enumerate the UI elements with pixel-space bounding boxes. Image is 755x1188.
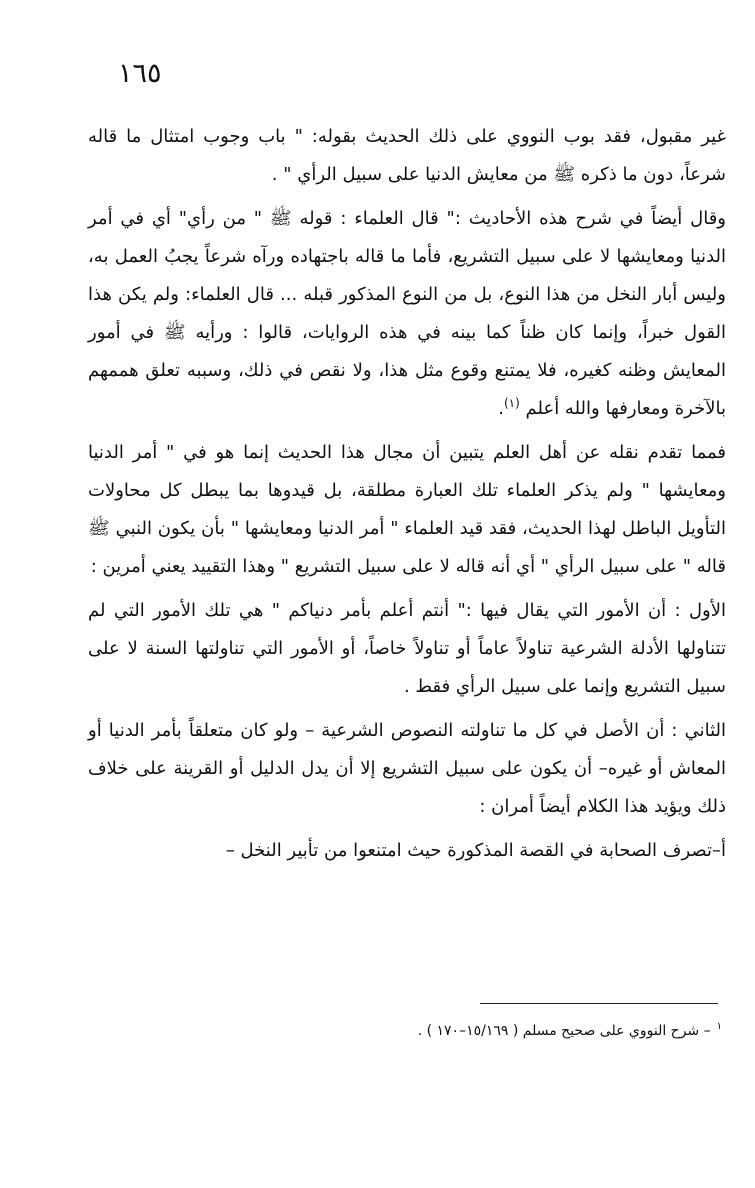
- main-text: [88, 118, 726, 870]
- paragraph-5: الثاني : أن الأصل في كل ما تناولته النصوص الشرعية – ولو كان متعلقاً بأمر الدنيا أو المعاش أو غيره– أن يكون على سبيل التشريع إلا أن يدل الدليل أو القرينة على خلاف ذلك ويؤيد هذا الكلام أيضاً أمران :: [88, 720, 726, 817]
- paragraph-4: الأول : أن الأمور التي يقال فيها :" أنتم أعلم بأمر دنياكم " هي تلك الأمور التي لم تتناولها الأدلة الشرعية تناولاً عاماً أو تناولاً خاصاً، أو الأمور التي تناولتها السنة لا على سبيل التشريع وإنما على سبيل الرأي فقط .: [88, 600, 726, 697]
- footnote-mark: ١: [716, 1021, 722, 1033]
- page-number: ١٦٥: [118, 58, 162, 89]
- paragraph-1: غير مقبول، فقد بوب النووي على ذلك الحديث بقوله: " باب وجوب امتثال ما قاله شرعاً، دون ما ذكره ﷺ من معايش الدنيا على سبيل الرأي " .: [88, 126, 726, 185]
- footnote: [290, 1020, 722, 1042]
- paragraph-2: وقال أيضاً في شرح هذه الأحاديث :" قال العلماء : قوله ﷺ " من رأي" أي في أمر الدنيا ومعايشها لا على سبيل التشريع، فأما ما قاله باجتهاده ورآه شرعاً يجبُ العمل به، وليس أبار النخل من هذا النوع، بل من النوع المذكور قبله ... قال العلماء: ولم يكن هذا القول خبراً، وإنما كان ظناً كما بينه في هذه الروايات، قالوا : ورأيه ﷺ في أمور المعايش وظنه كغيره، فلا يمتنع وقوع مثل هذا، ولا نقص في ذلك، وسببه تعلق هممهم بالآخرة ومعارفها والله أعلم $^{(١)}$.: [88, 208, 726, 419]
- footnote-reference: (١): [503, 396, 520, 410]
- footnote-text: – شرح النووي على صحيح مسلم ( ١٥/١٦٩–١٧٠ ) .: [417, 1023, 711, 1039]
- paragraph-3: فمما تقدم نقله عن أهل العلم يتبين أن مجال هذا الحديث إنما هو في " أمر الدنيا ومعايشها " ولم يذكر العلماء تلك العبارة مطلقة، بل قيدوها بما يبطل كل محاولات التأويل الباطل لهذا الحديث، فقد قيد العلماء " أمر الدنيا ومعايشها " بأن يكون النبي ﷺ قاله " على سبيل الرأي " أي أنه قاله لا على سبيل التشريع " وهذا التقييد يعني أمرين :: [88, 442, 726, 577]
- paragraph-2-text: وقال أيضاً في شرح هذه الأحاديث :" قال العلماء : قوله ﷺ " من رأي" أي في أمر الدنيا ومعايشها لا على سبيل التشريع، فأما ما قاله باجتهاده ورآه شرعاً يجبُ العمل به، وليس أبار النخل من هذا النوع، بل من النوع المذكور قبله ... قال العلماء: ولم يكن هذا القول خبراً، وإنما كان ظناً كما بينه في هذه الروايات، قالوا : ورأيه ﷺ في أمور المعايش وظنه كغيره، فلا يمتنع وقوع مثل هذا، ولا نقص في ذلك، وسببه تعلق هممهم بالآخرة ومعارفها والله أعلم: [88, 208, 726, 419]
- paragraph-6: أ–تصرف الصحابة في القصة المذكورة حيث امتنعوا من تأبير النخل –: [225, 840, 726, 861]
- footnote-divider: [480, 1003, 718, 1004]
